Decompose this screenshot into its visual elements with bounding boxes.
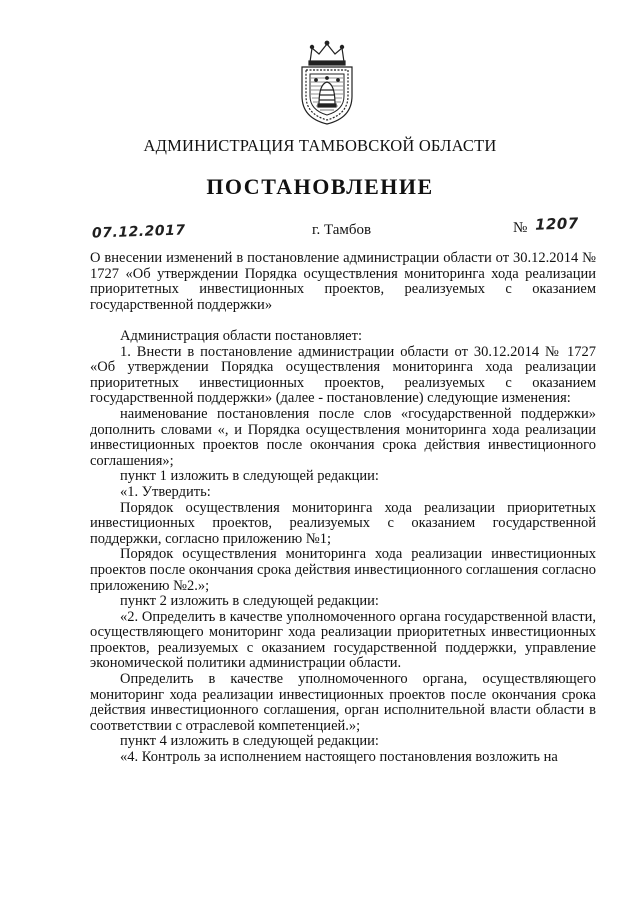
body-paragraph: Порядок осуществления мониторинга хода реализации инвестиционных проектов после окончания срока действия инвестиционного соглашения согласно приложению №2.»; [90,546,596,594]
number-label: № [513,220,528,236]
city: г. Тамбов [312,222,372,238]
body-paragraph: «2. Определить в качестве уполномоченного органа государственной власти, осуществляющего мониторинг хода реализации приоритетных инвестиционных проектов, реализуемых с оказанием государственной поддержки, управление экономической политики администрации области. [90,608,596,672]
document-title: О внесении изменений в постановление администрации области от 30.12.2014 № 1727 «Об утверждении Порядка осуществления мониторинга хода реализации приоритетных инвестиционных проектов, реализуемых с оказанием государственной поддержки» [90,250,596,313]
body-paragraph: «4. Контроль за исполнением настоящего постановления возложить на [120,749,558,766]
body-paragraph: Администрация области постановляет: [120,328,362,344]
body-paragraph: наименование постановления после слов «государственной поддержки» дополнить словами «, и Порядка осуществления мониторинга хода реализации инвестиционных проектов после окончания срока действия инвестиционного соглашения»; [90,405,596,469]
body-paragraph: 1. Внести в постановление администрации области от 30.12.2014 № 1727 «Об утверждении Порядка осуществления мониторинга хода реализации приоритетных инвестиционных проектов, реализуемых с оказанием государственной поддержки» (далее - постановление) следующие изменения: [90,343,596,407]
document-body [90,329,596,766]
organization-name: АДМИНИСТРАЦИЯ ТАМБОВСКОЙ ОБЛАСТИ [143,136,497,155]
handwritten-date: 07.12.2017 [91,222,186,242]
body-paragraph: пункт 1 изложить в следующей редакции: [120,468,379,485]
coat-of-arms-emblem [296,40,358,126]
handwritten-number: 1207 [534,214,580,234]
body-paragraph: пункт 4 изложить в следующей редакции: [120,733,379,750]
body-paragraph: Определить в качестве уполномоченного органа, осуществляющего мониторинг хода реализации инвестиционных проектов после окончания срока действия инвестиционного соглашения, орган исполнительной власти области в соответствии с отраслевой компетенцией.»; [90,671,596,734]
body-paragraph: «1. Утвердить: [120,483,211,500]
document-type: ПОСТАНОВЛЕНИЕ [206,174,434,199]
body-paragraph: пункт 2 изложить в следующей редакции: [120,593,379,610]
body-paragraph: Порядок осуществления мониторинга хода реализации приоритетных инвестиционных проектов, реализуемых с оказанием государственной поддержки, согласно приложению №1; [90,499,596,547]
